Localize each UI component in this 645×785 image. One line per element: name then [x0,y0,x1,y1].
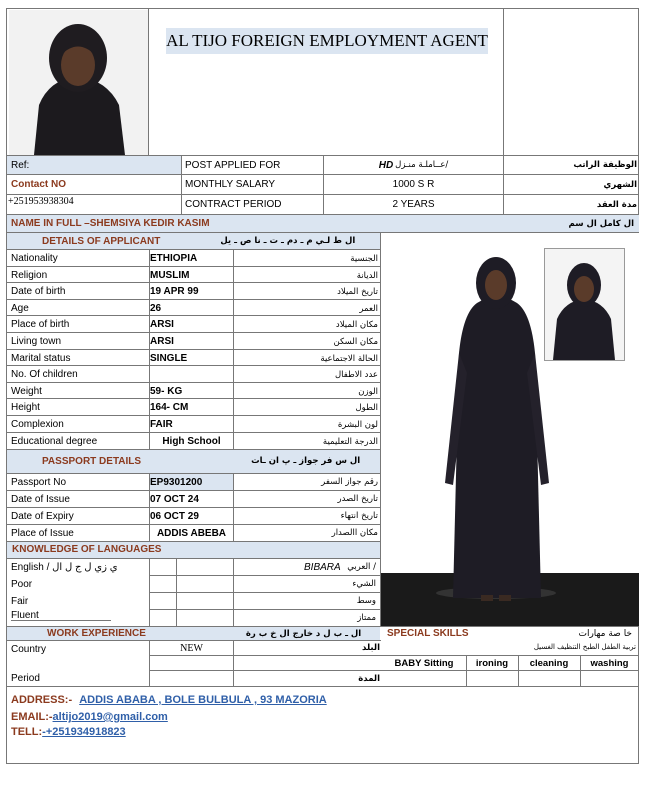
contact-label: Contact NO [11,179,66,190]
passport-row-label: Place of Issue [11,527,74,539]
full-name-label: NAME IN FULL –SHEMSIYA KEDIR KASIM [11,218,210,229]
passport-section-title: PASSPORT DETAILS [42,455,142,467]
language-row-label-ar: وسط [356,596,376,606]
language-row-label: Fair [11,595,29,607]
language-row-right [234,610,378,626]
passport-section-title-ar: ال س فر جواز ـ پ ان ـات [251,456,361,466]
passport-section-header [7,449,380,473]
applicant-row-value: ETHIOPIA [150,253,198,264]
applicant-row-label: Living town [11,336,62,347]
applicant-small-photo [544,248,625,361]
post-value-box [324,156,503,174]
language-row-label-ar: ممتاز [357,613,376,623]
contract-value: 2 YEARS [392,199,435,210]
full-name-label-ar: ال كامل ال سم [568,218,634,229]
skill-item: BABY Sitting [394,657,454,669]
work-section-title: WORK EXPERIENCE [47,628,146,639]
language-row-right [234,576,378,592]
passport-row-label: Date of Expiry [11,510,74,522]
applicant-fullbody-photo [381,233,639,626]
passport-row-label-ar: تاريخ الصدر [337,494,378,504]
email-label: EMAIL:- [11,711,53,723]
language-row-right [234,593,378,609]
applicant-row-label: Weight [11,386,42,397]
applicant-row-label: Marital status [11,353,71,364]
applicant-row-value: 59- KG [150,386,183,397]
language-row-right [234,559,378,575]
email-line [11,711,168,723]
applicant-row-label: Educational degree [11,436,98,447]
post-value-ar: عــاملـة منـزل/ [395,160,449,170]
language-row-label: Fluent [11,611,111,621]
contract-label: CONTRACT PERIOD [185,199,282,210]
applicant-row-value: FAIR [150,419,173,430]
language-row-label-ar: العربي / [347,562,376,572]
language-row-label: English / ي زي ل ج ل ال [11,561,118,573]
passport-row-value: EP9301200 [150,474,233,490]
languages-section-header [7,541,380,558]
skill-item: ironing [475,657,509,669]
applicant-row-label-ar: تاريخ الميلاد [337,286,378,297]
post-value: HD [378,159,394,171]
passport-row-label-ar: رقم جواز السفر [321,477,378,487]
contact-value: +251953938304 [8,195,74,207]
applicant-row-label: No. Of children [11,369,78,380]
applicant-row-value [150,366,233,383]
name-row [7,215,639,232]
skills-section-title: SPECIAL SKILLS [387,628,469,639]
applicant-row-value: 26 [150,303,162,314]
applicant-section-header [7,233,380,249]
passport-row-label-ar: تاريخ انتهاء [340,511,378,521]
address-label: ADDRESS:- [11,694,73,706]
salary-label: MONTHLY SALARY [185,179,276,190]
applicant-row-label-ar: الوزن [358,386,378,397]
applicant-section-title: DETAILS OF APPLICANT [42,235,161,247]
applicant-row-label: Age [11,303,29,314]
applicant-row-label: Place of birth [11,319,70,330]
applicant-section-title-ar: ال ط لـي م ـ دم ـ ت ـ نا ص ـ يل [220,236,356,246]
salary-label-ar: الشهري [603,179,637,190]
ref-label: Ref: [7,156,181,174]
applicant-row-value: 164- CM [150,402,189,413]
salary-value: 1000 S R [392,179,435,190]
work-period-label: Period [11,673,40,684]
language-row-label: Poor [11,578,33,590]
passport-row-value: 06 OCT 29 [150,510,199,522]
applicant-row-value: ARSI [150,319,174,330]
applicant-row-label-ar: الجنسية [350,253,378,264]
skill-item: washing [590,657,629,669]
applicant-row-label-ar: العمر [359,303,378,314]
languages-section-title: KNOWLEDGE OF LANGUAGES [12,544,162,555]
email-link[interactable]: altijo2019@gmail.com [52,711,168,723]
applicant-row-value: High School [162,436,221,447]
applicant-row-label: Religion [11,270,48,281]
applicant-row-value: MUSLIM [150,270,190,281]
tell-label: TELL: [11,726,43,738]
applicant-row-label-ar: الطول [355,402,378,413]
work-country-value: NEW [180,642,203,654]
skills-ar-row: تربية الطفل الطبخ التنظيف الغسيل [533,643,636,651]
applicant-row-label-ar: عدد الاطفال [334,369,378,380]
passport-row-label-ar: مكان االصدار [331,528,378,538]
skill-item: cleaning [529,657,569,669]
tell-line [11,726,126,738]
address-line [11,694,327,706]
work-country-label-ar: البلد [362,643,380,653]
language-row-right-label: BIBARA [304,561,341,573]
applicant-row-label-ar: الدرجة التعليمية [322,436,378,447]
work-period-label-ar: المدة [358,673,380,684]
applicant-row-value: 19 APR 99 [150,286,199,297]
applicant-row-label-ar: مكان السكن [333,336,378,347]
post-label-ar: الوظيفة الراتب [573,160,637,170]
passport-row-label: Passport No [11,476,67,488]
applicant-row-label-ar: الديانة [356,270,378,281]
applicant-row-label: Nationality [11,253,58,264]
applicant-row-label: Height [11,402,40,413]
language-row-label-ar: الشيء [352,579,376,589]
applicant-row-label: Complexion [11,419,64,430]
agency-title: AL TIJO FOREIGN EMPLOYMENT AGENT [166,28,488,54]
post-label: POST APPLIED FOR [185,159,281,171]
tell-link[interactable]: -+251934918823 [42,726,126,738]
work-country-label: Country [11,643,47,655]
applicant-row-label-ar: لون البشرة [337,419,378,430]
passport-row-label: Date of Issue [11,493,70,505]
skills-section-title-ar: خا صة مهارات [578,628,632,639]
applicant-row-value: ARSI [150,336,174,347]
applicant-row-value: SINGLE [150,353,188,364]
address-value: ADDIS ABABA , BOLE BULBULA , 93 MAZORIA [79,694,327,706]
work-section-title-ar: ال ـ ب ل د خارج ال خ ب رة [245,628,362,639]
passport-row-value: ADDIS ABEBA [156,527,227,539]
applicant-row-label: Date of birth [11,286,66,297]
work-section-header [7,627,380,640]
applicant-row-label-ar: الحالة الاجتماعية [320,353,378,364]
applicant-headshot-photo [9,10,148,155]
skills-section-header [382,627,638,640]
contract-label-ar: مدة العقد [596,199,637,210]
passport-row-value: 07 OCT 24 [150,493,199,505]
applicant-row-label-ar: مكان الميلاد [335,319,378,330]
